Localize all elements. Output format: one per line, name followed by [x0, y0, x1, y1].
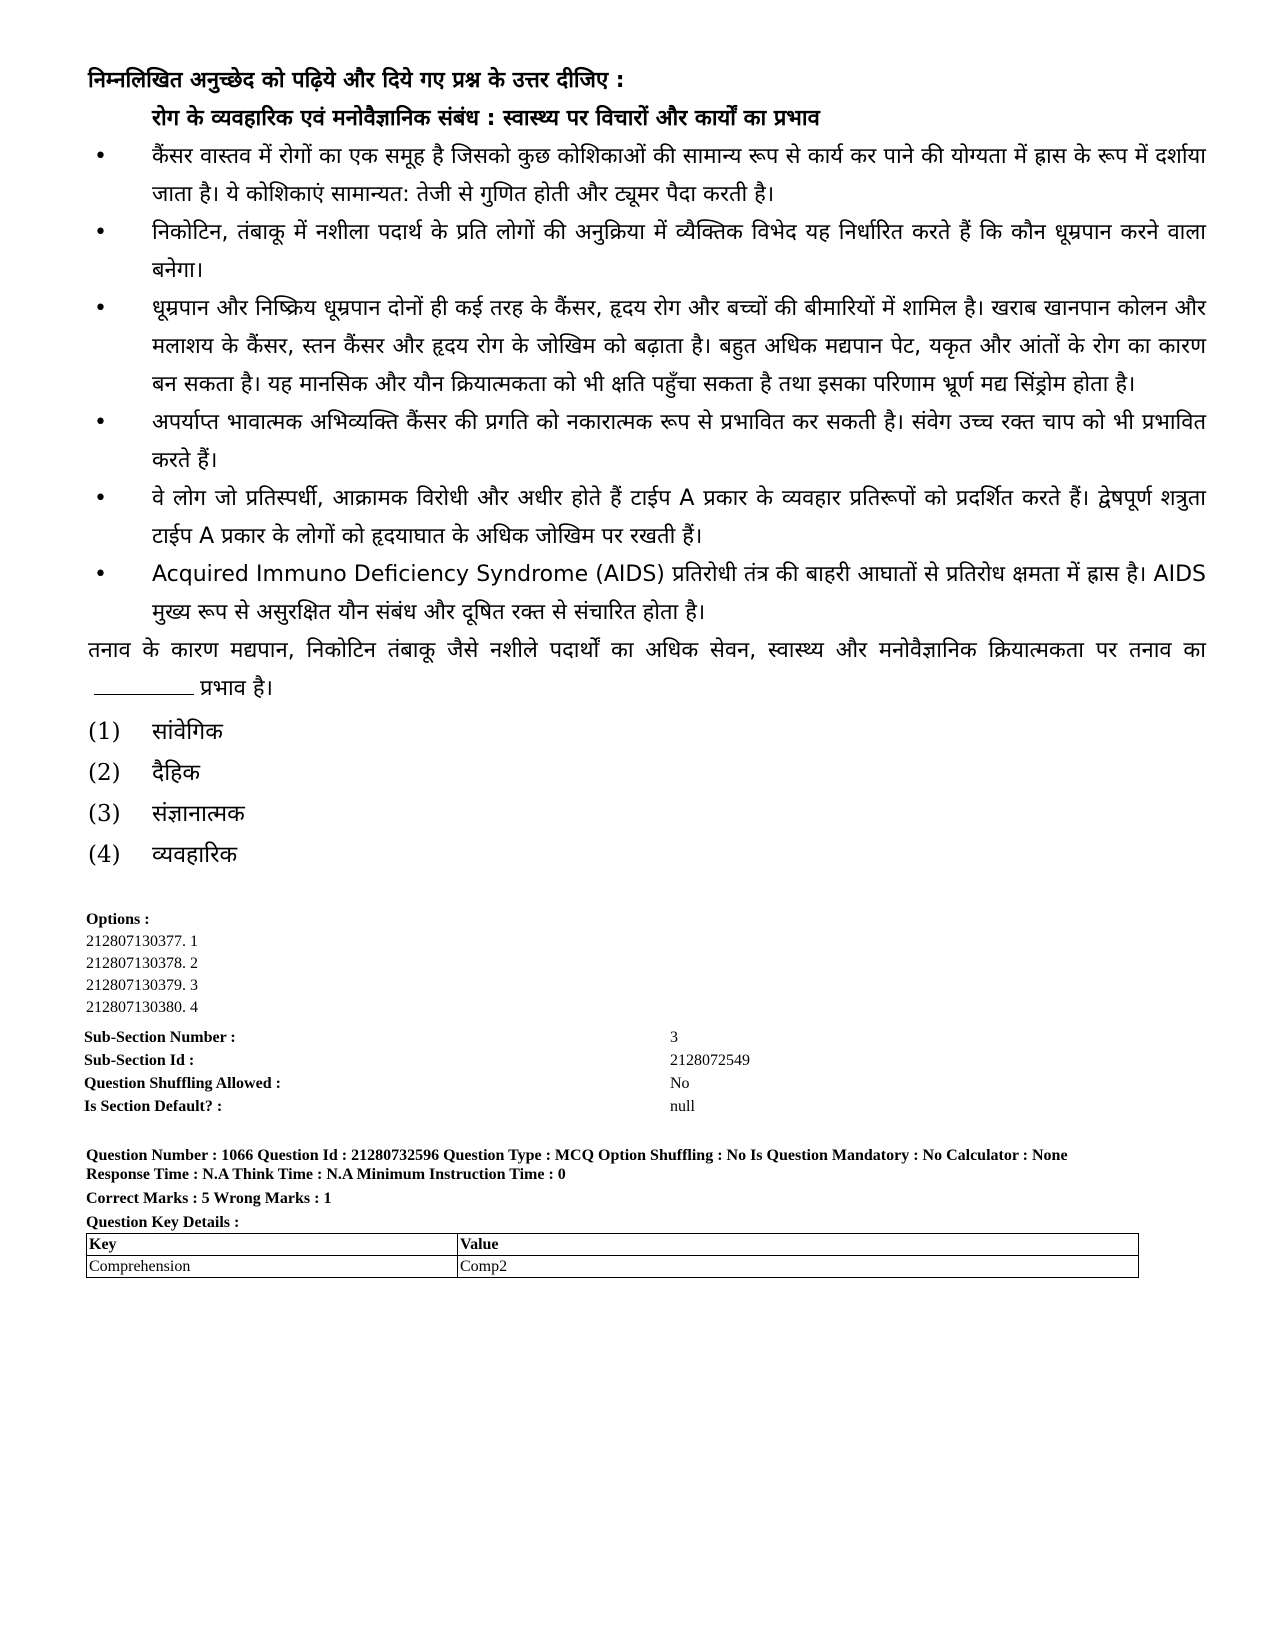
bullet-item — [88, 138, 1206, 214]
subsection-label: Is Section Default? : — [84, 1098, 223, 1115]
key-details-table — [86, 1233, 1139, 1278]
key-details-label: Question Key Details : — [86, 1214, 240, 1231]
bullet-item — [88, 404, 1206, 480]
bullet-text: Acquired Immuno Deficiency Syndrome (AIDS) प्रतिरोधी तंत्र की बाहरी आघातों से प्रतिरोध क्षमता में ह्रास है। AIDS मुख्य रूप से असुरक्षित यौन संबंध और दूषित रक्त से संचारित होता है। — [152, 562, 1206, 625]
options-label: Options : — [86, 911, 150, 928]
option-id: 212807130380. 4 — [86, 999, 198, 1016]
subsection-label: Sub-Section Number : — [84, 1029, 236, 1046]
comprehension-passage — [88, 62, 1206, 876]
table-cell-value: Comp2 — [458, 1256, 1139, 1278]
passage-bullets — [88, 138, 1206, 632]
bullet-item — [88, 480, 1206, 556]
answer-blank — [94, 670, 194, 695]
choice-3 — [88, 794, 1206, 835]
subsection-value: 2128072549 — [670, 1052, 750, 1069]
choice-text: संज्ञानात्मक — [152, 801, 245, 827]
choice-number: (1) — [88, 719, 121, 745]
table-header-key: Key — [87, 1234, 458, 1256]
choice-1 — [88, 712, 1206, 753]
subsection-label: Sub-Section Id : — [84, 1052, 195, 1069]
question-text — [88, 632, 1206, 708]
subsection-info — [84, 1026, 884, 1118]
subsection-value: No — [670, 1075, 690, 1092]
subsection-row — [84, 1049, 884, 1072]
bullet-text: अपर्याप्त भावात्मक अभिव्यक्ति कैंसर की प्रगति को नकारात्मक रूप से प्रभावित कर सकती है। संवेग उच्च रक्त चाप को भी प्रभावित करते हैं। — [152, 410, 1206, 473]
subsection-row — [84, 1095, 884, 1118]
bullet-text: निकोटिन, तंबाकू में नशीला पदार्थ के प्रति लोगों की अनुक्रिया में व्यैक्तिक विभेद यह निर्धारित करते हैं कि कौन धूम्रपान करने वाला बनेगा। — [152, 220, 1206, 283]
choice-number: (2) — [88, 760, 121, 786]
choice-number: (4) — [88, 842, 121, 868]
subsection-row — [84, 1072, 884, 1095]
option-id: 212807130378. 2 — [86, 955, 198, 972]
bullet-text: वे लोग जो प्रतिस्पर्धी, आक्रामक विरोधी और अधीर होते हैं टाईप A प्रकार के व्यवहार प्रतिरूपों को प्रदर्शित करते हैं। द्वेषपूर्ण शत्रुता टाईप A प्रकार के लोगों को हृदयाघात के अधिक जोखिम पर रखती हैं। — [152, 486, 1206, 549]
table-header-value: Value — [458, 1234, 1139, 1256]
question-info-line-1: Question Number : 1066 Question Id : 21280732596 Question Type : MCQ Option Shuffling : No Is Question Mandatory : No Calculator : None — [86, 1147, 1068, 1164]
question-info — [86, 1146, 1186, 1232]
choice-text: सांवेगिक — [152, 719, 223, 745]
subsection-row — [84, 1026, 884, 1049]
choice-number: (3) — [88, 801, 121, 827]
choice-2 — [88, 753, 1206, 794]
options-list — [86, 909, 198, 1019]
subsection-label: Question Shuffling Allowed : — [84, 1075, 281, 1092]
table-header-row — [87, 1234, 1139, 1256]
bullet-item — [88, 214, 1206, 290]
bullet-icon: • — [94, 486, 107, 511]
answer-choices — [88, 712, 1206, 876]
subsection-value: 3 — [670, 1029, 678, 1046]
passage-title: रोग के व्यवहारिक एवं मनोवैज्ञानिक संबंध : स्वास्थ्य पर विचारों और कार्यों का प्रभाव — [152, 106, 820, 131]
choice-text: दैहिक — [152, 760, 201, 786]
option-id: 212807130379. 3 — [86, 977, 198, 994]
bullet-icon: • — [94, 296, 107, 321]
choice-text: व्यवहारिक — [152, 842, 238, 868]
marks-info: Correct Marks : 5 Wrong Marks : 1 — [86, 1190, 332, 1207]
bullet-item — [88, 556, 1206, 632]
option-id: 212807130377. 1 — [86, 933, 198, 950]
bullet-icon: • — [94, 410, 107, 435]
bullet-icon: • — [94, 220, 107, 245]
subsection-value: null — [670, 1098, 695, 1115]
choice-4 — [88, 835, 1206, 876]
question-info-line-2: Response Time : N.A Think Time : N.A Minimum Instruction Time : 0 — [86, 1166, 566, 1183]
question-part-2: प्रभाव है। — [200, 676, 273, 701]
bullet-item — [88, 290, 1206, 404]
bullet-icon: • — [94, 144, 107, 169]
bullet-text: धूम्रपान और निष्क्रिय धूम्रपान दोनों ही कई तरह के कैंसर, हृदय रोग और बच्चों की बीमारियों में शामिल है। खराब खानपान कोलन और मलाशय के कैंसर, स्तन कैंसर और हृदय रोग के जोखिम को बढ़ाता है। बहुत अधिक मद्यपान पेट, यकृत और आंतों के रोग का कारण बन सकता है। यह मानसिक और यौन क्रियात्मकता को भी क्षति पहुँचा सकता है तथा इसका परिणाम भ्रूर्ण मद्य सिंड्रोम होता है। — [152, 296, 1206, 397]
instruction-text: निम्नलिखित अनुच्छेद को पढ़िये और दिये गए प्रश्न के उत्तर दीजिए : — [88, 68, 625, 93]
table-cell-key: Comprehension — [87, 1256, 458, 1278]
bullet-icon: • — [94, 562, 107, 587]
table-row — [87, 1256, 1139, 1278]
bullet-text: कैंसर वास्तव में रोगों का एक समूह है जिसको कुछ कोशिकाओं की सामान्य रूप से कार्य कर पाने की योग्यता में ह्रास के रूप में दर्शाया जाता है। ये कोशिकाएं सामान्यत: तेजी से गुणित होती और ट्यूमर पैदा करती है। — [152, 144, 1206, 207]
question-part-1: तनाव के कारण मद्यपान, निकोटिन तंबाकू जैसे नशीले पदार्थों का अधिक सेवन, स्वास्थ्य और मनोवैज्ञानिक क्रियात्मकता पर तनाव का — [88, 638, 1206, 663]
